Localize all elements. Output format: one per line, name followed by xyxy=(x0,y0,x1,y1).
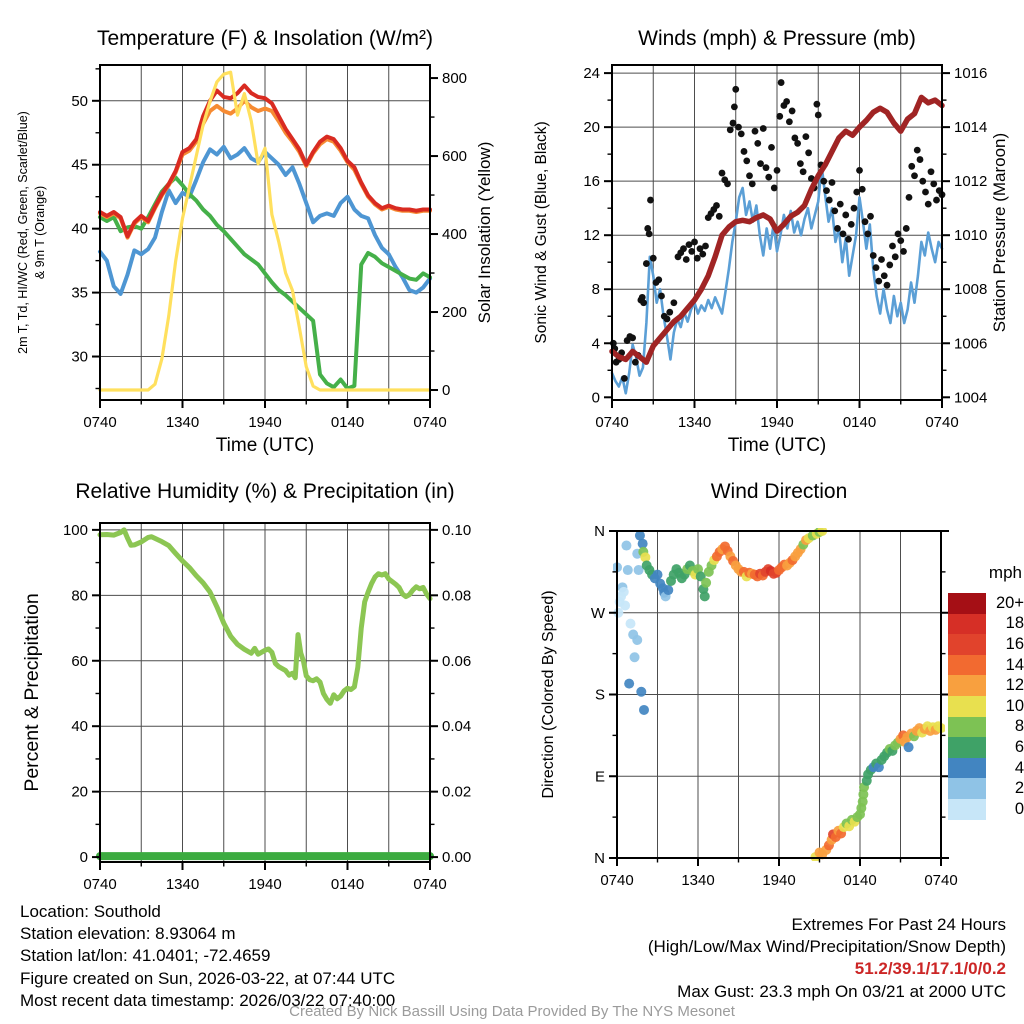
colorbar-label: 10 xyxy=(1005,696,1024,715)
x-axis-label: Time (UTC) xyxy=(727,435,827,456)
svg-text:0740: 0740 xyxy=(413,876,447,893)
svg-text:1940: 1940 xyxy=(248,876,282,893)
svg-text:40: 40 xyxy=(71,220,88,238)
svg-text:600: 600 xyxy=(442,148,468,166)
svg-text:0: 0 xyxy=(442,382,451,400)
svg-text:80: 80 xyxy=(71,587,88,605)
colorbar-swatch xyxy=(948,799,986,820)
svg-text:0140: 0140 xyxy=(842,414,877,431)
station-latlon: Station lat/lon: 41.0401; -72.4659 xyxy=(20,946,271,966)
x-axis-label: Time (UTC) xyxy=(215,435,315,456)
winds-pressure-chart xyxy=(512,0,1024,460)
svg-text:S: S xyxy=(594,686,605,704)
humidity-precip-chart xyxy=(0,460,512,900)
y-axis-label-left: Percent & Precipitation xyxy=(21,593,43,792)
svg-text:50: 50 xyxy=(71,92,88,110)
y-axis-label-right: Station Pressure (Maroon) xyxy=(990,132,1009,333)
svg-text:1940: 1940 xyxy=(248,414,282,431)
svg-text:0: 0 xyxy=(591,389,600,407)
extremes-info xyxy=(648,914,1006,1003)
svg-text:16: 16 xyxy=(583,173,600,191)
colorbar-label: 8 xyxy=(1014,717,1024,736)
svg-text:0.00: 0.00 xyxy=(442,849,472,867)
colorbar-label: 14 xyxy=(1005,655,1024,674)
svg-text:60: 60 xyxy=(71,652,88,670)
svg-text:24: 24 xyxy=(583,65,600,83)
svg-text:1014: 1014 xyxy=(954,119,988,137)
svg-text:30: 30 xyxy=(71,348,88,366)
svg-text:1008: 1008 xyxy=(954,281,988,299)
svg-text:4: 4 xyxy=(591,335,600,353)
colorbar-label: 0 xyxy=(1014,799,1024,818)
colorbar-row xyxy=(948,696,1024,717)
colorbar-swatch xyxy=(948,778,986,799)
svg-text:1940: 1940 xyxy=(762,872,796,889)
colorbar-label: 2 xyxy=(1014,779,1024,798)
svg-text:0740: 0740 xyxy=(83,414,117,431)
svg-text:0140: 0140 xyxy=(330,876,365,893)
tick-labels xyxy=(63,522,471,893)
svg-text:12: 12 xyxy=(583,227,600,245)
svg-text:0: 0 xyxy=(79,849,88,867)
station-elevation: Station elevation: 8.93064 m xyxy=(20,924,236,944)
colorbar-row xyxy=(948,675,1024,696)
winds-chart-title: Winds (mph) & Pressure (mb) xyxy=(638,27,916,50)
svg-text:1010: 1010 xyxy=(954,227,988,245)
svg-text:0.04: 0.04 xyxy=(442,718,472,736)
svg-text:0140: 0140 xyxy=(843,872,877,889)
extremes-subtitle: (High/Low/Max Wind/Precipitation/Snow Depth) xyxy=(647,937,1006,957)
svg-text:N: N xyxy=(594,523,605,540)
svg-text:1006: 1006 xyxy=(954,335,988,353)
svg-text:45: 45 xyxy=(71,156,88,174)
svg-text:800: 800 xyxy=(442,70,468,88)
colorbar-swatch xyxy=(948,614,986,635)
colorbar-row xyxy=(948,655,1024,676)
svg-text:1012: 1012 xyxy=(954,173,988,191)
svg-text:1016: 1016 xyxy=(954,65,988,83)
colorbar-row xyxy=(948,614,1024,635)
colorbar-swatch xyxy=(948,634,986,655)
colorbar-swatch xyxy=(948,593,986,614)
tick-labels xyxy=(71,70,467,431)
colorbar-swatch xyxy=(948,696,986,717)
y-axis-label-right: Solar Insolation (Yellow) xyxy=(475,141,494,324)
colorbar-label: 16 xyxy=(1005,634,1024,653)
svg-text:8: 8 xyxy=(591,281,600,299)
extremes-values: 51.2/39.1/17.1/0/0.2 xyxy=(854,959,1006,979)
svg-text:200: 200 xyxy=(442,304,468,322)
gridlines xyxy=(100,65,430,400)
temperature-insolation-chart xyxy=(0,0,512,460)
colorbar-row xyxy=(948,634,1024,655)
colorbar-swatch xyxy=(948,737,986,758)
svg-text:1340: 1340 xyxy=(165,876,200,893)
colorbar-swatch xyxy=(948,655,986,676)
svg-text:0740: 0740 xyxy=(83,876,117,893)
y-axis-label-left: 2m T, Td, HI/WC (Red, Green, Scarlet/Blue) xyxy=(16,111,30,354)
wind-speed-colorbar xyxy=(948,593,1024,820)
svg-text:1004: 1004 xyxy=(954,389,988,407)
gridlines xyxy=(617,531,941,858)
series-layer xyxy=(610,79,945,393)
colorbar-label: 4 xyxy=(1014,758,1024,777)
station-info xyxy=(20,901,395,1012)
colorbar-swatch xyxy=(948,717,986,738)
svg-text:20: 20 xyxy=(71,783,88,801)
station-location: Location: Southold xyxy=(20,902,161,921)
y-axis-label-left: & 9m T (Orange) xyxy=(33,185,47,280)
colorbar-swatch xyxy=(948,758,986,779)
colorbar-row xyxy=(948,799,1024,820)
svg-text:35: 35 xyxy=(71,284,88,302)
svg-text:0.02: 0.02 xyxy=(442,783,472,801)
svg-text:0740: 0740 xyxy=(925,414,959,431)
colorbar-row xyxy=(948,758,1024,779)
svg-text:1340: 1340 xyxy=(681,872,715,889)
svg-text:1940: 1940 xyxy=(760,414,794,431)
y-axis-label-left: Direction (Colored By Speed) xyxy=(540,590,557,799)
credit-line: Created By Nick Bassill Using Data Provided By The NYS Mesonet xyxy=(289,1003,735,1020)
svg-text:0740: 0740 xyxy=(924,872,958,889)
panel-humidity xyxy=(0,460,512,900)
colorbar-row xyxy=(948,778,1024,799)
colorbar-label: 12 xyxy=(1005,676,1024,695)
panel-temperature xyxy=(0,0,512,460)
panel-winds xyxy=(512,0,1024,460)
svg-text:N: N xyxy=(594,850,605,867)
svg-text:0.06: 0.06 xyxy=(442,652,472,670)
data-timestamp: Most recent data timestamp: 2026/03/22 07:40:00 xyxy=(20,990,396,1010)
svg-text:W: W xyxy=(590,604,605,622)
panel-wind-direction xyxy=(512,460,1024,900)
wind-direction-chart-title: Wind Direction xyxy=(710,480,848,503)
temp-chart-title: Temperature (F) & Insolation (W/m²) xyxy=(96,27,434,50)
svg-text:1340: 1340 xyxy=(165,414,200,431)
colorbar-label: 18 xyxy=(1005,614,1024,633)
colorbar-row xyxy=(948,717,1024,738)
svg-text:0740: 0740 xyxy=(595,414,629,431)
colorbar-row xyxy=(948,593,1024,614)
svg-text:0.08: 0.08 xyxy=(442,587,472,605)
colorbar-label: 20+ xyxy=(996,593,1024,612)
svg-text:100: 100 xyxy=(62,521,88,539)
svg-text:0140: 0140 xyxy=(330,414,365,431)
figure-created: Figure created on Sun, 2026-03-22, at 07:44 UTC xyxy=(20,968,396,988)
extremes-title: Extremes For Past 24 Hours xyxy=(791,915,1006,934)
y-axis-label-left: Sonic Wind & Gust (Blue, Black) xyxy=(533,121,550,344)
max-gust: Max Gust: 23.3 mph On 03/21 at 2000 UTC xyxy=(677,981,1006,1001)
humidity-chart-title: Relative Humidity (%) & Precipitation (in) xyxy=(75,480,455,503)
colorbar-title: mph xyxy=(988,563,1022,582)
colorbar-row xyxy=(948,737,1024,758)
svg-text:0.10: 0.10 xyxy=(442,521,472,539)
svg-text:0740: 0740 xyxy=(600,872,634,889)
svg-text:0740: 0740 xyxy=(413,414,447,431)
svg-text:E: E xyxy=(594,768,605,786)
svg-text:1340: 1340 xyxy=(677,414,712,431)
svg-text:20: 20 xyxy=(583,119,600,137)
svg-text:40: 40 xyxy=(71,718,88,736)
colorbar-label: 6 xyxy=(1014,737,1024,756)
svg-text:400: 400 xyxy=(442,226,468,244)
colorbar-swatch xyxy=(948,675,986,696)
